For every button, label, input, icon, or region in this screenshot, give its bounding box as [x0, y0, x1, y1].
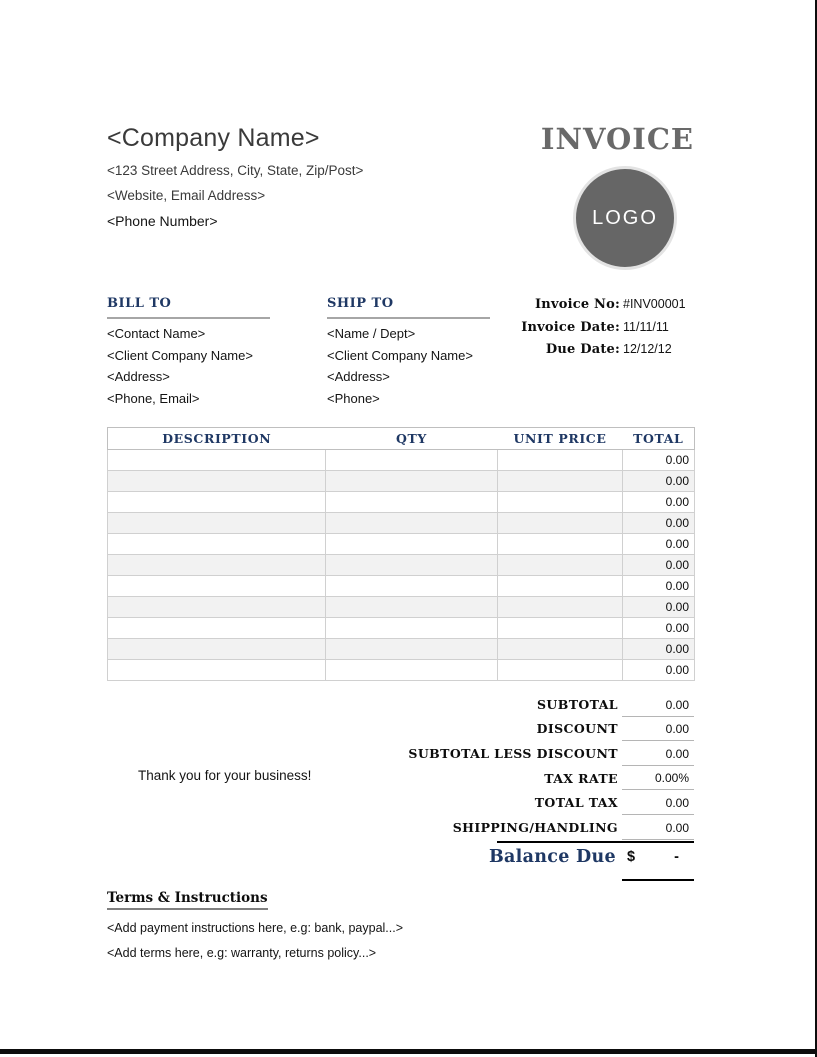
cell-description[interactable] [108, 534, 326, 555]
cell-qty[interactable] [326, 555, 498, 576]
cell-unit-price[interactable] [498, 492, 623, 513]
cell-qty[interactable] [326, 639, 498, 660]
table-row [108, 492, 695, 513]
balance-due-row [107, 847, 694, 867]
invoice-date-row [420, 320, 694, 335]
subtotal-value: 0.00 [622, 694, 694, 717]
table-row [108, 513, 695, 534]
cell-unit-price[interactable] [498, 618, 623, 639]
shipping-handling-label: SHIPPING/HANDLING [452, 819, 618, 835]
company-website-email[interactable]: <Website, Email Address> [107, 188, 266, 203]
subtotal-less-discount-value: 0.00 [622, 743, 694, 766]
subtotal-row [107, 692, 694, 717]
balance-due-amount: - [674, 849, 679, 865]
cell-total: 0.00 [623, 555, 695, 576]
shipping-handling-row [107, 815, 694, 840]
due-date-value[interactable]: 12/12/12 [623, 342, 672, 356]
terms-heading: Terms & Instructions [107, 890, 268, 910]
invoice-date-value[interactable]: 11/11/11 [623, 319, 669, 334]
cell-qty[interactable] [326, 618, 498, 639]
bill-to-contact-name[interactable]: <Contact Name> [107, 326, 206, 341]
cell-description[interactable] [108, 597, 326, 618]
balance-due-underline [622, 879, 694, 881]
cell-unit-price[interactable] [498, 660, 623, 681]
balance-due-value [622, 849, 694, 865]
col-header-qty: QTY [326, 428, 498, 450]
invoice-title: INVOICE [540, 122, 694, 156]
totals-section [107, 692, 694, 840]
subtotal-less-discount-row [107, 741, 694, 766]
table-header-row [108, 428, 695, 450]
table-row [108, 450, 695, 471]
col-header-unit-price: UNIT PRICE [498, 428, 623, 450]
discount-label: DISCOUNT [536, 721, 618, 737]
shipping-handling-value[interactable]: 0.00 [622, 817, 694, 840]
invoice-meta [420, 297, 694, 365]
cell-total: 0.00 [623, 513, 695, 534]
balance-due-divider [497, 841, 694, 843]
company-phone[interactable]: <Phone Number> [107, 213, 218, 229]
cell-qty[interactable] [326, 471, 498, 492]
cell-unit-price[interactable] [498, 534, 623, 555]
total-tax-value: 0.00 [622, 792, 694, 815]
cell-unit-price[interactable] [498, 513, 623, 534]
cell-description[interactable] [108, 471, 326, 492]
cell-total: 0.00 [623, 660, 695, 681]
tax-rate-value[interactable]: 0.00% [622, 767, 694, 790]
due-date-label: Due Date: [545, 342, 620, 357]
cell-total: 0.00 [623, 492, 695, 513]
cell-qty[interactable] [326, 576, 498, 597]
bill-to-section [107, 296, 270, 405]
discount-value[interactable]: 0.00 [622, 718, 694, 741]
cell-unit-price[interactable] [498, 576, 623, 597]
due-date-row [420, 342, 694, 357]
ship-to-name-dept[interactable]: <Name / Dept> [327, 326, 416, 341]
cell-total: 0.00 [623, 618, 695, 639]
table-row [108, 618, 695, 639]
cell-qty[interactable] [326, 660, 498, 681]
cell-qty[interactable] [326, 492, 498, 513]
cell-total: 0.00 [623, 450, 695, 471]
table-row [108, 555, 695, 576]
subtotal-label: SUBTOTAL [537, 696, 618, 712]
ship-to-company-name[interactable]: <Client Company Name> [327, 347, 473, 363]
currency-symbol: $ [627, 849, 636, 865]
table-row [108, 597, 695, 618]
cell-unit-price[interactable] [498, 597, 623, 618]
discount-row [107, 717, 694, 742]
company-name[interactable]: <Company Name> [107, 124, 320, 152]
cell-qty[interactable] [326, 513, 498, 534]
terms-policy-line[interactable]: <Add terms here, e.g: warranty, returns policy...> [107, 946, 377, 960]
table-row [108, 639, 695, 660]
cell-description[interactable] [108, 450, 326, 471]
total-tax-row [107, 790, 694, 815]
table-row [108, 471, 695, 492]
cell-total: 0.00 [623, 639, 695, 660]
line-items-table [107, 427, 695, 681]
ship-to-heading: SHIP TO [327, 296, 490, 319]
bill-to-company-name[interactable]: <Client Company Name> [107, 347, 253, 363]
invoice-date-label: Invoice Date: [521, 319, 620, 335]
logo-placeholder[interactable] [573, 166, 677, 270]
table-row [108, 534, 695, 555]
subtotal-less-discount-label: SUBTOTAL LESS DISCOUNT [408, 745, 618, 761]
cell-description[interactable] [108, 639, 326, 660]
invoice-number-row [420, 297, 694, 312]
payment-instructions-line[interactable]: <Add payment instructions here, e.g: bank, paypal...> [107, 921, 404, 935]
cell-total: 0.00 [623, 597, 695, 618]
cell-description[interactable] [108, 555, 326, 576]
ship-to-address[interactable]: <Address> [327, 369, 390, 384]
cell-description[interactable] [108, 492, 326, 513]
bill-to-heading: BILL TO [107, 296, 270, 319]
cell-unit-price[interactable] [498, 555, 623, 576]
logo-text: LOGO [592, 206, 658, 229]
invoice-number-value[interactable]: #INV00001 [623, 297, 686, 311]
col-header-total: TOTAL [623, 428, 695, 450]
col-header-description: DESCRIPTION [108, 428, 326, 450]
page-bottom-edge [0, 1049, 817, 1054]
cell-qty[interactable] [326, 450, 498, 471]
company-address[interactable]: <123 Street Address, City, State, Zip/Post> [107, 163, 364, 178]
table-row [108, 660, 695, 681]
cell-total: 0.00 [623, 534, 695, 555]
table-row [108, 576, 695, 597]
cell-description[interactable] [108, 618, 326, 639]
cell-description[interactable] [108, 513, 326, 534]
cell-qty[interactable] [326, 534, 498, 555]
cell-description[interactable] [108, 576, 326, 597]
cell-total: 0.00 [623, 576, 695, 597]
bill-to-address[interactable]: <Address> [107, 369, 170, 384]
bill-to-phone-email[interactable]: <Phone, Email> [107, 390, 200, 406]
thank-you-message: Thank you for your business! [138, 768, 312, 783]
ship-to-phone[interactable]: <Phone> [327, 390, 380, 406]
balance-due-label: Balance Due [488, 847, 616, 867]
cell-total: 0.00 [623, 471, 695, 492]
cell-unit-price[interactable] [498, 450, 623, 471]
tax-rate-label: TAX RATE [544, 770, 618, 786]
cell-unit-price[interactable] [498, 639, 623, 660]
cell-unit-price[interactable] [498, 471, 623, 492]
invoice-number-label: Invoice No: [535, 297, 620, 312]
cell-description[interactable] [108, 660, 326, 681]
cell-qty[interactable] [326, 597, 498, 618]
total-tax-label: TOTAL TAX [534, 795, 618, 811]
company-header [107, 124, 527, 229]
terms-section [107, 889, 527, 960]
